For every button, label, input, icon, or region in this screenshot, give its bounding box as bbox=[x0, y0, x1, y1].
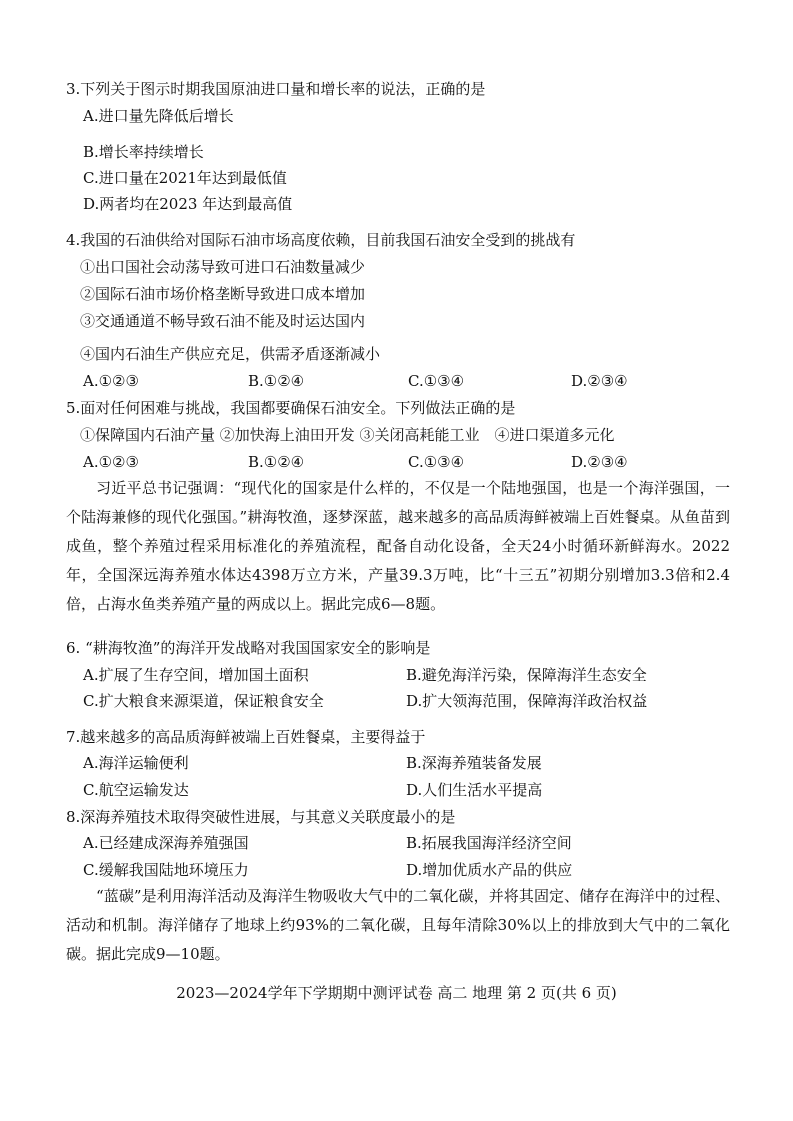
q4-choice-a: A.①②③ bbox=[83, 372, 139, 390]
q4-choice-d: D.②③④ bbox=[571, 372, 628, 390]
passage-blue-carbon: “蓝碳”是利用海洋活动及海洋生物吸收大气中的二氧化碳，并将其固定、储存在海洋中的过程、活动和机制。海洋储存了地球上约93%的二氧化碳，且每年清除30%以上的排放到大气中的二氧化碳。据此完成9—10题。 bbox=[66, 887, 730, 963]
q4-item-1: ①出口国社会动荡导致可进口石油数量减少 bbox=[80, 258, 366, 276]
q5-choice-c: C.①③④ bbox=[408, 453, 465, 471]
q7-option-a: A.海洋运输便利 bbox=[83, 754, 189, 772]
question-4-stem: 4.我国的石油供给对国际石油市场高度依赖，目前我国石油安全受到的挑战有 bbox=[66, 231, 576, 249]
q4-choice-b: B.①②④ bbox=[248, 372, 305, 390]
passage-farming-ocean: 习近平总书记强调：“现代化的国家是什么样的，不仅是一个陆地强国，也是一个海洋强国，一个陆海兼修的现代化强国。”耕海牧渔，逐梦深蓝，越来越多的高品质海鲜被端上百姓餐桌。从鱼苗到成鱼，整个养殖过程采用标准化的养殖流程，配备自动化设备，全天24小时循环新鲜海水。2022年，全国深远海养殖水体达4398万立方米，产量39.3万吨，比“十三五”初期分别增加3.3倍和2.4倍，占海水鱼类养殖产量的两成以上。据此完成6—8题。 bbox=[66, 479, 730, 613]
question-3-stem: 3.下列关于图示时期我国原油进口量和增长率的说法，正确的是 bbox=[66, 80, 486, 98]
q8-option-a: A.已经建成深海养殖强国 bbox=[83, 834, 249, 852]
q5-choice-b: B.①②④ bbox=[248, 453, 305, 471]
q8-option-c: C.缓解我国陆地环境压力 bbox=[83, 861, 249, 879]
q4-item-4: ④国内石油生产供应充足，供需矛盾逐渐减小 bbox=[80, 345, 381, 363]
question-7-stem: 7.越来越多的高品质海鲜被端上百姓餐桌，主要得益于 bbox=[66, 728, 426, 746]
q3-option-c: C.进口量在2021年达到最低值 bbox=[83, 169, 287, 187]
q6-option-d: D.扩大领海范围，保障海洋政治权益 bbox=[406, 692, 648, 710]
q4-item-3: ③交通通道不畅导致石油不能及时运达国内 bbox=[80, 312, 366, 330]
question-8-stem: 8.深海养殖技术取得突破性进展，与其意义关联度最小的是 bbox=[66, 808, 456, 826]
q6-option-a: A.扩展了生存空间，增加国土面积 bbox=[83, 666, 309, 684]
q6-option-b: B.避免海洋污染，保障海洋生态安全 bbox=[406, 666, 647, 684]
question-5-stem: 5.面对任何困难与挑战，我国都要确保石油安全。下列做法正确的是 bbox=[66, 399, 516, 417]
q7-option-b: B.深海养殖装备发展 bbox=[406, 754, 542, 772]
q5-items: ①保障国内石油产量 ②加快海上油田开发 ③关闭高耗能工业 ④进口渠道多元化 bbox=[80, 426, 615, 444]
page-footer: 2023—2024学年下学期期中测评试卷 高二 地理 第 2 页(共 6 页) bbox=[176, 984, 617, 1002]
q5-choice-a: A.①②③ bbox=[83, 453, 139, 471]
q4-item-2: ②国际石油市场价格垄断导致进口成本增加 bbox=[80, 285, 366, 303]
q8-option-b: B.拓展我国海洋经济空间 bbox=[406, 834, 572, 852]
q3-option-a: A.进口量先降低后增长 bbox=[83, 107, 234, 125]
q8-option-d: D.增加优质水产品的供应 bbox=[406, 861, 573, 879]
q3-option-d: D.两者均在2023 年达到最高值 bbox=[83, 195, 293, 213]
question-6-stem: 6. “耕海牧渔”的海洋开发战略对我国国家安全的影响是 bbox=[66, 639, 431, 657]
q7-option-c: C.航空运输发达 bbox=[83, 781, 189, 799]
q7-option-d: D.人们生活水平提高 bbox=[406, 781, 543, 799]
q4-choice-c: C.①③④ bbox=[408, 372, 465, 390]
q3-option-b: B.增长率持续增长 bbox=[83, 143, 204, 161]
q6-option-c: C.扩大粮食来源渠道，保证粮食安全 bbox=[83, 692, 324, 710]
q5-choice-d: D.②③④ bbox=[571, 453, 628, 471]
